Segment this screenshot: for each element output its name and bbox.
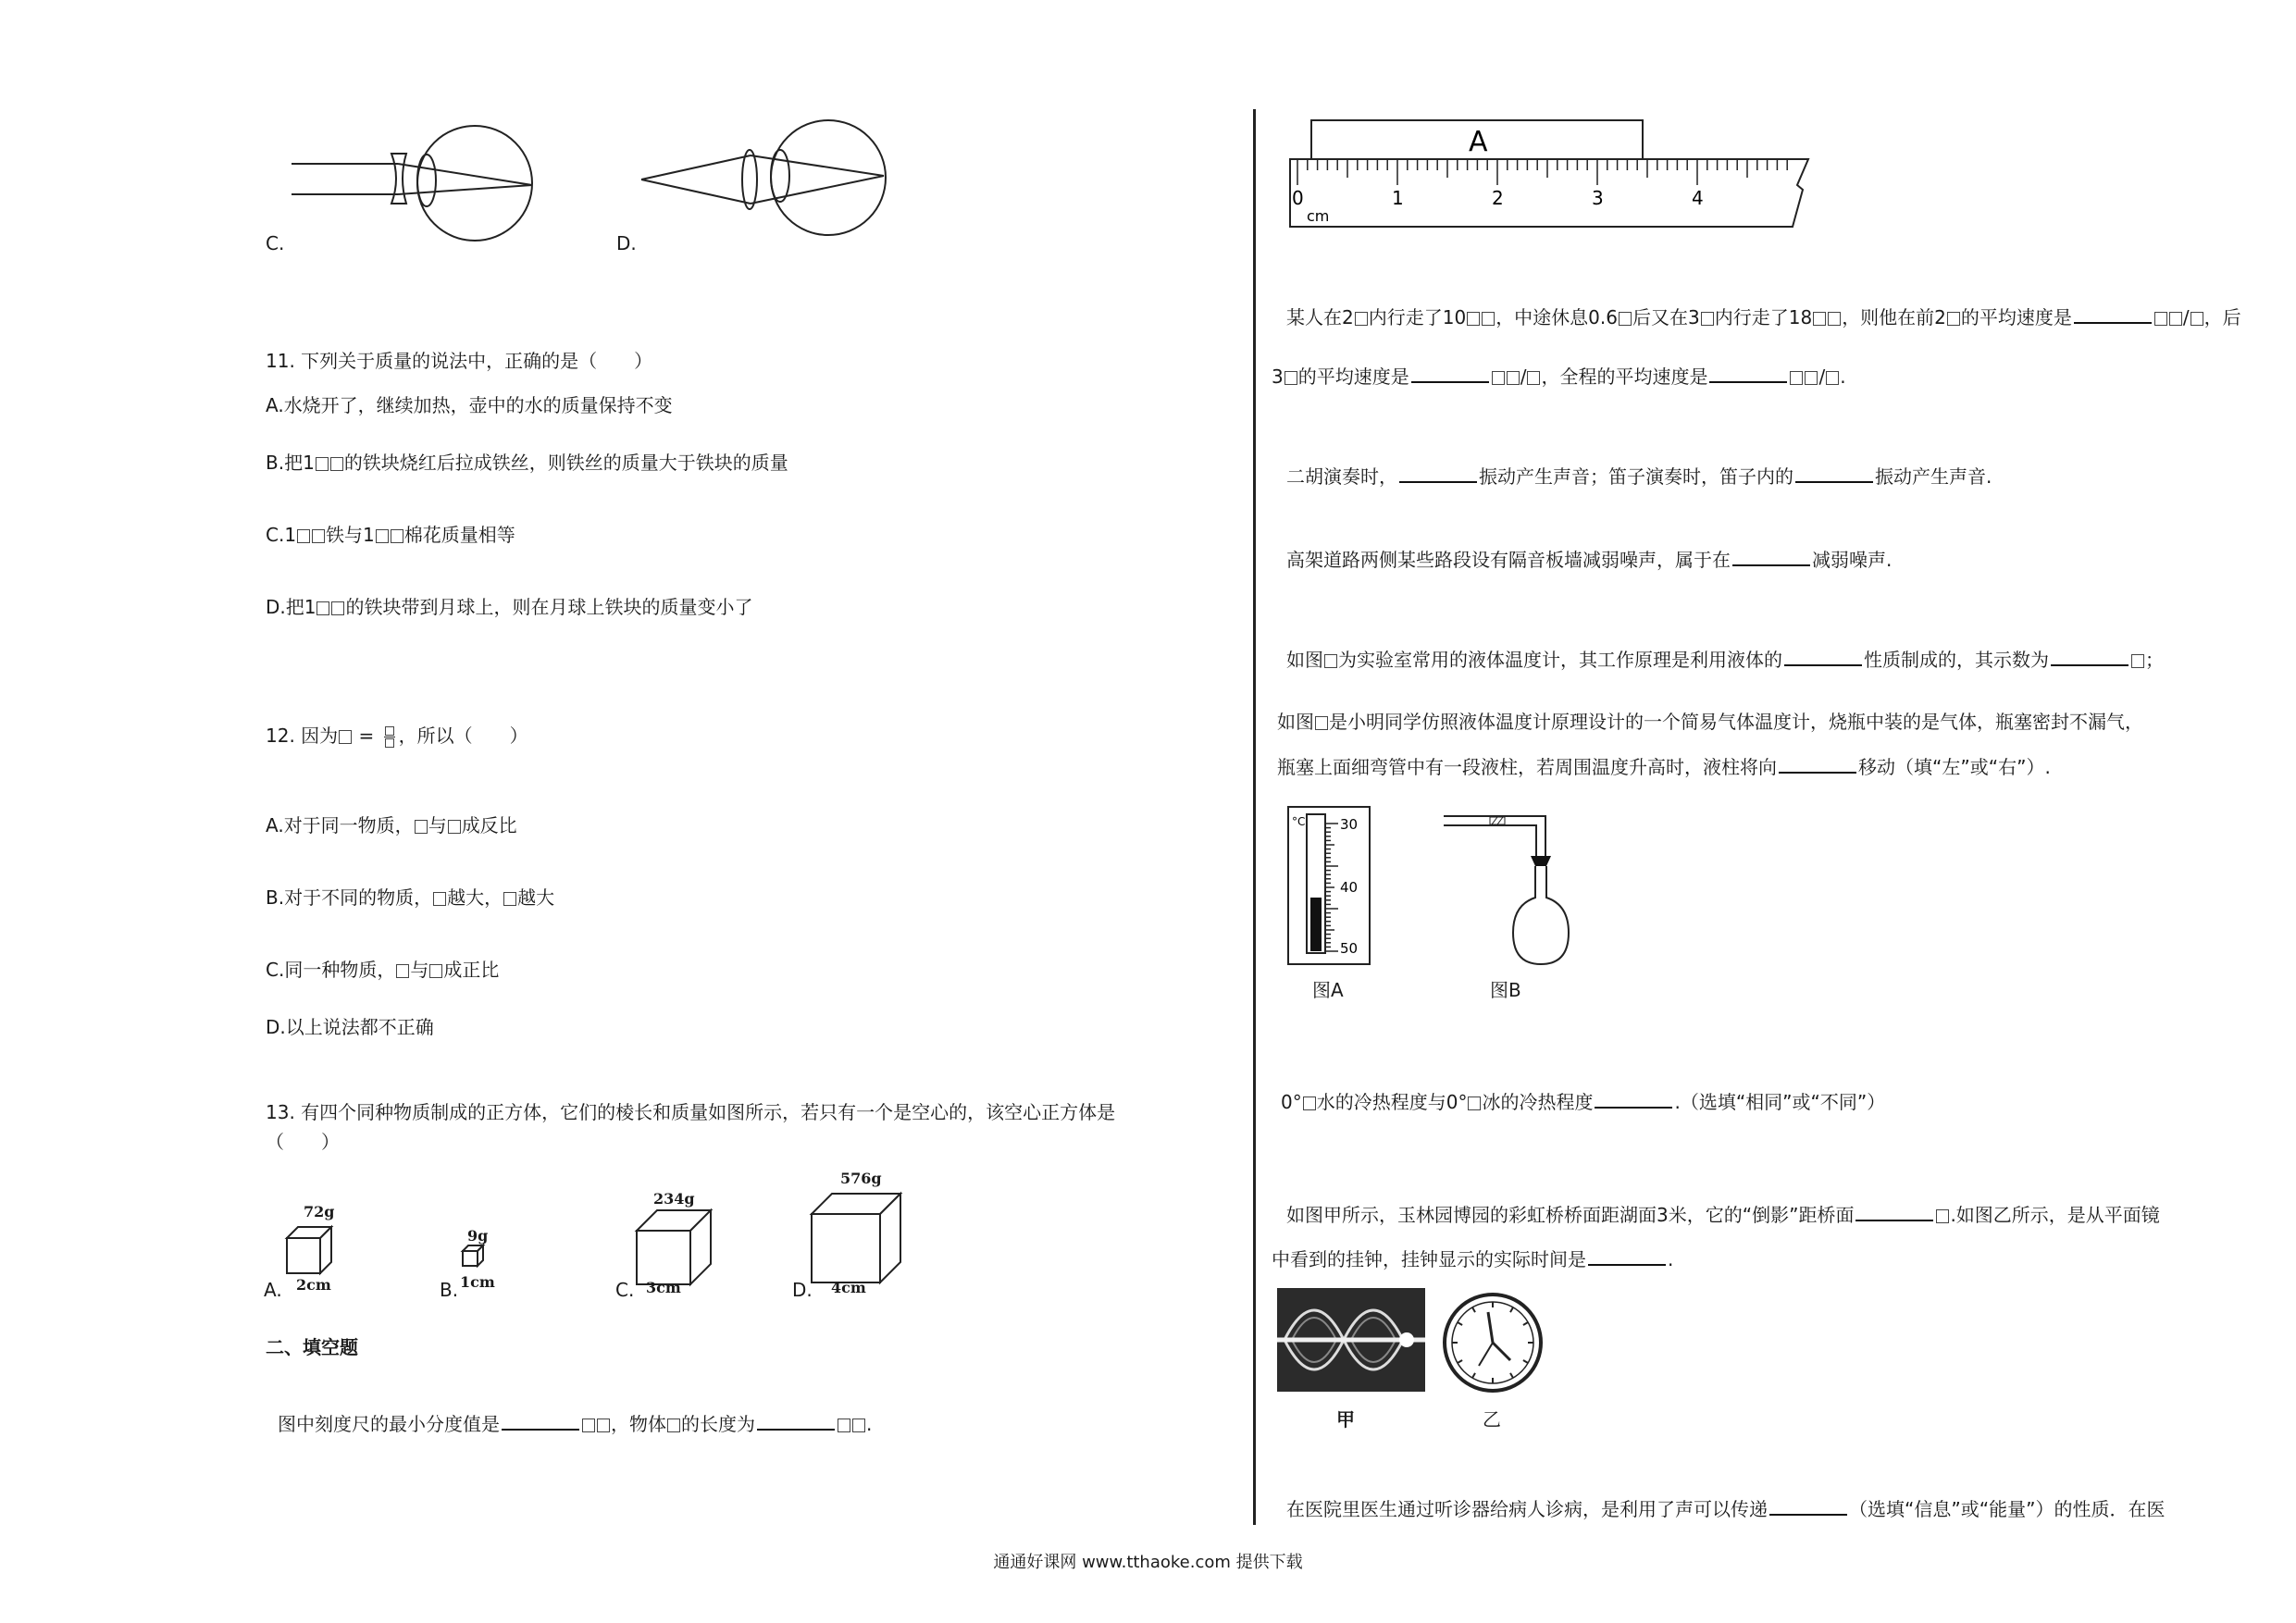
q12-option-c xyxy=(266,959,499,981)
column-divider xyxy=(1253,109,1256,1525)
q12-c-pre: C.同一种物质， xyxy=(266,959,396,981)
unit-placeholder-icon xyxy=(1507,371,1520,385)
q-speed-l2-e: . xyxy=(1840,365,1846,388)
q-bridge-l1-pre: 如图甲所示，玉林园博园的彩虹桥桥面距湖面3米，它的“倒影”距桥面 xyxy=(1286,1204,1855,1226)
thermometer-figure-a xyxy=(1286,805,1374,972)
q-noise-pre: 高架道路两侧某些路段设有隔音板墙减弱噪声，属于在 xyxy=(1286,549,1731,571)
answer-blank[interactable] xyxy=(1588,1247,1666,1266)
q-bridge-l2-post: . xyxy=(1668,1248,1674,1270)
q-speed-line1 xyxy=(1286,305,2241,328)
eye-option-d-label: D. xyxy=(616,232,637,254)
q12-a-post: 成反比 xyxy=(461,814,517,836)
eye-diagram-c xyxy=(292,111,551,245)
q-ice xyxy=(1281,1090,1885,1113)
q12-c-mid: 与 xyxy=(410,959,429,981)
thermo-scale-50: 50 xyxy=(1340,940,1359,957)
unit-placeholder-icon xyxy=(597,1419,610,1432)
q12-c-post: 成正比 xyxy=(443,959,500,981)
unit-placeholder-icon xyxy=(376,529,389,543)
symbol-placeholder-icon xyxy=(667,1419,680,1432)
q12-pre: 12. 因为 xyxy=(266,725,339,747)
q-erhu-mid: 振动产生声音；笛子演奏时，笛子内的 xyxy=(1479,465,1793,488)
cube-d-mass: 576g xyxy=(840,1170,882,1187)
cube-c-mass: 234g xyxy=(653,1190,695,1208)
eye-diagram-d xyxy=(641,111,910,245)
answer-blank[interactable] xyxy=(1784,648,1862,666)
q-thermo-line1 xyxy=(1286,648,2164,671)
q-speed-l2-pre: 3 xyxy=(1272,365,1284,388)
q-thermo-l2-a: 是小明同学仿照液体温度计原理设计的一个简易气体温度计，烧瓶中装的是气体，瓶塞密封不漏气， xyxy=(1329,711,2143,733)
answer-blank[interactable] xyxy=(2074,305,2152,324)
q11-c-pre: C.1 xyxy=(266,524,297,546)
answer-blank[interactable] xyxy=(1411,365,1489,383)
q12-eq: = xyxy=(353,725,380,747)
unit-placeholder-icon xyxy=(297,529,310,543)
answer-blank[interactable] xyxy=(1855,1203,1933,1221)
q-speed-l1-e: ，则他在前2 xyxy=(1842,306,1946,328)
ruler-tick-label: 0 xyxy=(1292,187,1304,209)
fraction-icon xyxy=(384,726,395,748)
q11-option-a: A.水烧开了，继续加热，壶中的水的质量保持不变 xyxy=(266,394,673,416)
ruler-tick-label: 3 xyxy=(1592,187,1604,209)
unit-placeholder-icon xyxy=(2154,312,2167,326)
q12-post: ，所以（ ） xyxy=(398,725,528,747)
q-speed-l1-g: / xyxy=(2182,306,2190,328)
unit-placeholder-icon xyxy=(312,529,325,543)
unit-placeholder-icon xyxy=(1619,312,1632,326)
flask-figure-b xyxy=(1444,805,1582,976)
rainbow-bridge-photo xyxy=(1277,1288,1425,1392)
q-ruler-question xyxy=(278,1412,872,1435)
unit-placeholder-icon xyxy=(852,1419,865,1432)
q-bridge-l2-pre: 中看到的挂钟，挂钟显示的实际时间是 xyxy=(1272,1248,1586,1270)
unit-placeholder-icon xyxy=(2169,312,2182,326)
unit-placeholder-icon xyxy=(1826,371,1839,385)
label-jia: 甲 xyxy=(1336,1408,1355,1431)
section-title-fill-blank: 二、填空题 xyxy=(266,1336,358,1358)
page-footer: 通通好课网 www.tthaoke.com 提供下载 xyxy=(993,1553,1303,1572)
q11-option-b xyxy=(266,452,788,474)
ruler-object-label: A xyxy=(1469,126,1488,158)
symbol-placeholder-icon xyxy=(396,964,409,978)
q11-option-d xyxy=(266,596,752,618)
fig-b-caption: 图B xyxy=(1490,979,1521,1001)
q-bridge-line2 xyxy=(1272,1247,1673,1270)
q12-option-b xyxy=(266,886,554,909)
q12-b-post: 越大 xyxy=(517,886,555,909)
q-speed-l2-b: / xyxy=(1520,365,1527,388)
unit-placeholder-icon xyxy=(1805,371,1818,385)
answer-blank[interactable] xyxy=(1732,548,1810,566)
q-ice-mid: 水的冷热程度与0° xyxy=(1316,1091,1468,1113)
q12-option-a xyxy=(266,814,517,836)
answer-blank[interactable] xyxy=(1795,465,1873,483)
label-yi: 乙 xyxy=(1483,1408,1501,1431)
cube-a-letter: A. xyxy=(264,1279,282,1301)
ruler-tick-label: 4 xyxy=(1692,187,1704,209)
q-thermo-line3 xyxy=(1277,755,2051,778)
unit-placeholder-icon xyxy=(2191,312,2203,326)
q-ice-mid2: 冰的冷热程度 xyxy=(1482,1091,1594,1113)
symbol-placeholder-icon xyxy=(503,892,516,906)
q-speed-l2-c: ，全程的平均速度是 xyxy=(1541,365,1708,388)
q-bridge-line1 xyxy=(1286,1203,2160,1226)
q12-a-pre: A.对于同一物质， xyxy=(266,814,414,836)
unit-placeholder-icon xyxy=(316,601,329,615)
cube-a-edge: 2cm xyxy=(296,1276,331,1294)
cube-d xyxy=(810,1173,912,1294)
cube-c-letter: C. xyxy=(615,1279,635,1301)
unit-placeholder-icon xyxy=(1701,312,1714,326)
cube-d-edge: 4cm xyxy=(831,1279,866,1296)
q-speed-l1-d: 内行走了18 xyxy=(1714,306,1813,328)
q-ruler-mid2: 的长度为 xyxy=(681,1413,755,1435)
q-bridge-l1-post: .如图乙所示，是从平面镜 xyxy=(1950,1204,2160,1226)
q11-c-mid: 铁与1 xyxy=(326,524,375,546)
q-speed-l1-c: 后又在3 xyxy=(1632,306,1700,328)
answer-blank[interactable] xyxy=(757,1412,835,1431)
q-erhu xyxy=(1286,465,1992,488)
q-noise-post: 减弱噪声. xyxy=(1812,549,1893,571)
unit-placeholder-icon xyxy=(1492,371,1505,385)
q-thermo-l1-b: 性质制成的，其示数为 xyxy=(1864,649,2049,671)
symbol-placeholder-icon xyxy=(1315,716,1328,730)
unit-placeholder-icon xyxy=(1467,312,1480,326)
unit-placeholder-icon xyxy=(1947,312,1960,326)
ruler-tick-label: 2 xyxy=(1492,187,1504,209)
q12-b-pre: B.对于不同的物质， xyxy=(266,886,433,909)
q11-d-pre: D.把1 xyxy=(266,596,316,618)
mirror-clock-image xyxy=(1442,1292,1544,1394)
q-thermo-l2-pre: 如图 xyxy=(1277,711,1314,733)
thermo-unit: °C xyxy=(1292,815,1306,828)
thermo-scale-40: 40 xyxy=(1340,879,1359,896)
symbol-placeholder-icon xyxy=(415,820,428,834)
symbol-placeholder-icon xyxy=(339,730,352,744)
q-erhu-post: 振动产生声音. xyxy=(1875,465,1992,488)
cube-b-edge: 1cm xyxy=(460,1273,495,1291)
unit-placeholder-icon xyxy=(1936,1209,1949,1223)
eye-option-c-label: C. xyxy=(266,232,285,254)
q-ruler-end: . xyxy=(866,1413,873,1435)
q-hospital-pre: 在医院里医生通过听诊器给病人诊病，是利用了声可以传递 xyxy=(1286,1498,1768,1520)
unit-placeholder-icon xyxy=(582,1419,595,1432)
q13-question: 13. 有四个同种物质制成的正方体，它们的棱长和质量如图所示，若只有一个是空心的，该空心正方体是 xyxy=(266,1101,1116,1123)
cube-a-mass: 72g xyxy=(304,1203,335,1220)
q11-c-post: 棉花质量相等 xyxy=(403,524,515,546)
q-thermo-l1-pre: 如图 xyxy=(1286,649,1323,671)
answer-blank[interactable] xyxy=(502,1412,579,1431)
unit-placeholder-icon xyxy=(1355,312,1368,326)
answer-blank[interactable] xyxy=(1779,755,1856,774)
q-ice-post: .（选填“相同”或“不同”） xyxy=(1674,1091,1886,1113)
q11-question: 11. 下列关于质量的说法中，正确的是（ ） xyxy=(266,350,653,372)
q12-a-mid: 与 xyxy=(428,814,447,836)
q-thermo-l1-end: ； xyxy=(2145,649,2164,671)
q-speed-l1-pre: 某人在2 xyxy=(1286,306,1354,328)
q12-option-d: D.以上说法都不正确 xyxy=(266,1016,434,1038)
fig-a-caption: 图A xyxy=(1312,979,1344,1001)
q12-question xyxy=(266,725,528,748)
q11-option-c xyxy=(266,524,515,546)
unit-placeholder-icon xyxy=(1303,1096,1316,1110)
q-speed-line2 xyxy=(1272,365,1846,388)
unit-placeholder-icon xyxy=(2131,654,2144,668)
q-erhu-pre: 二胡演奏时， xyxy=(1286,465,1397,488)
q-speed-l1-h: ，后 xyxy=(2203,306,2241,328)
q-hospital-post: （选填“信息”或“能量”）的性质．在医 xyxy=(1849,1498,2166,1520)
ruler-figure xyxy=(1288,116,1816,236)
q-speed-l1-f: 的平均速度是 xyxy=(1960,306,2072,328)
q-ice-pre: 0° xyxy=(1281,1091,1302,1113)
q-thermo-line2 xyxy=(1277,711,2143,733)
ruler-unit: cm xyxy=(1307,207,1330,225)
unit-placeholder-icon xyxy=(331,601,344,615)
q-speed-l1-a: 内行走了10 xyxy=(1368,306,1467,328)
q11-d-post: 的铁块带到月球上，则在月球上铁块的质量变小了 xyxy=(345,596,753,618)
unit-placeholder-icon xyxy=(1527,371,1540,385)
unit-placeholder-icon xyxy=(1813,312,1826,326)
cube-d-letter: D. xyxy=(792,1279,813,1301)
q-thermo-l3-pre: 瓶塞上面细弯管中有一段液柱，若周围温度升高时，液柱将向 xyxy=(1277,756,1777,778)
symbol-placeholder-icon xyxy=(433,892,446,906)
answer-blank[interactable] xyxy=(2051,648,2128,666)
ruler-tick-label: 1 xyxy=(1392,187,1404,209)
unit-placeholder-icon xyxy=(316,457,329,471)
q-thermo-l1-a: 为实验室常用的液体温度计，其工作原理是利用液体的 xyxy=(1338,649,1782,671)
thermo-scale-30: 30 xyxy=(1340,816,1359,833)
q-speed-l1-b: ，中途休息0.6 xyxy=(1496,306,1618,328)
q13-question-cont: （ ） xyxy=(266,1131,340,1153)
cube-b-letter: B. xyxy=(440,1279,459,1301)
unit-placeholder-icon xyxy=(1790,371,1803,385)
unit-placeholder-icon xyxy=(1482,312,1495,326)
answer-blank[interactable] xyxy=(1399,465,1477,483)
unit-placeholder-icon xyxy=(1828,312,1841,326)
q-speed-l2-d: / xyxy=(1818,365,1826,388)
answer-blank[interactable] xyxy=(1769,1497,1847,1516)
q-ruler-mid: ，物体 xyxy=(611,1413,666,1435)
symbol-placeholder-icon xyxy=(1324,654,1337,668)
q-speed-l2-a: 的平均速度是 xyxy=(1297,365,1409,388)
cube-b xyxy=(461,1240,489,1277)
unit-placeholder-icon xyxy=(1468,1096,1481,1110)
unit-placeholder-icon xyxy=(391,529,403,543)
answer-blank[interactable] xyxy=(1595,1090,1672,1109)
cube-b-mass: 9g xyxy=(467,1227,489,1245)
symbol-placeholder-icon xyxy=(448,820,461,834)
q-hospital xyxy=(1286,1497,2165,1520)
q11-b-post: 的铁块烧红后拉成铁丝，则铁丝的质量大于铁块的质量 xyxy=(343,452,788,474)
q-noise xyxy=(1286,548,1892,571)
symbol-placeholder-icon xyxy=(429,964,442,978)
q11-b-pre: B.把1 xyxy=(266,452,315,474)
q-ruler-pre: 图中刻度尺的最小分度值是 xyxy=(278,1413,500,1435)
unit-placeholder-icon xyxy=(1285,371,1297,385)
unit-placeholder-icon xyxy=(330,457,343,471)
q12-b-mid: 越大， xyxy=(447,886,503,909)
cube-c-edge: 3cm xyxy=(646,1279,681,1296)
answer-blank[interactable] xyxy=(1709,365,1787,383)
unit-placeholder-icon xyxy=(838,1419,850,1432)
q-thermo-l3-post: 移动（填“左”或“右”）. xyxy=(1858,756,2051,778)
